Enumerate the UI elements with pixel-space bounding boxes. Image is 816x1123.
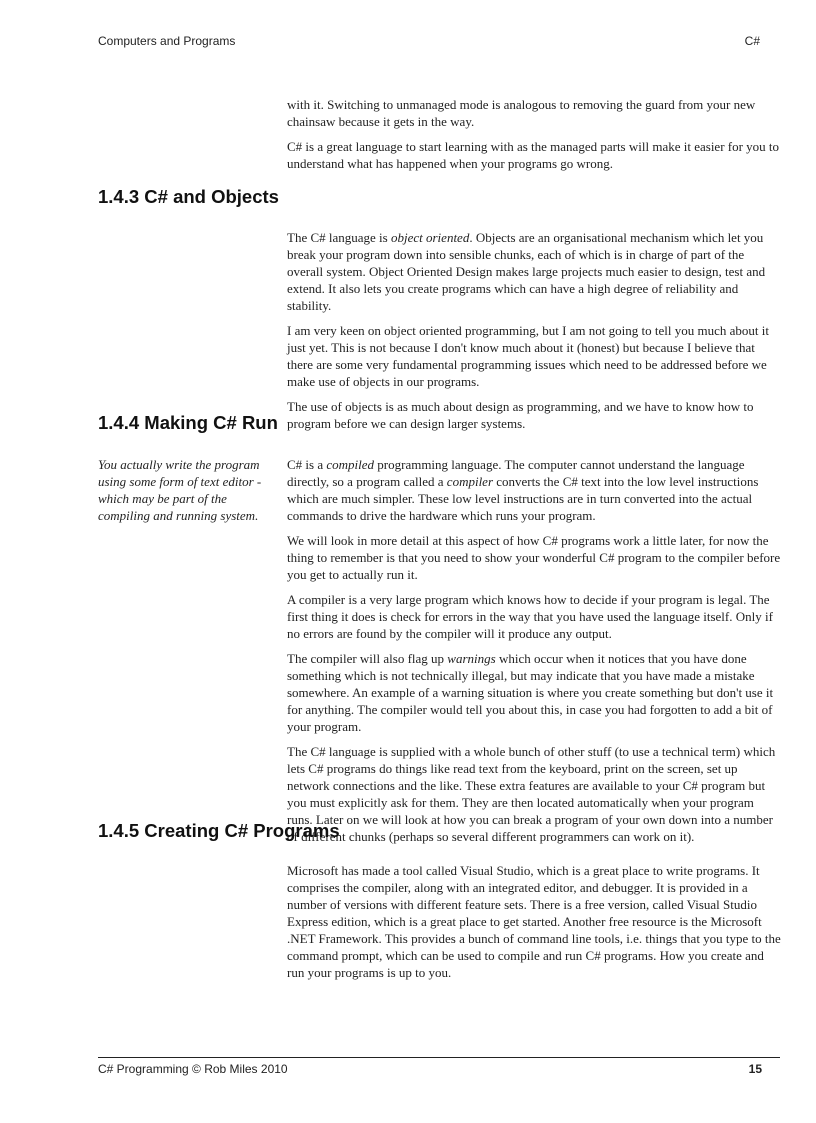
section-1-4-4-text [287,456,781,853]
footer-divider [98,1057,780,1058]
paragraph: The use of objects is as much about design as programming, and we have to know how to program before we can design larger systems. [287,399,754,431]
paragraph: The compiler will also flag up warnings which occur when it notices that you have done something which is not technically illegal, but may indicate that you have made a mistake somewhere. An example of a warning situation is where you create something but don't use it for anything. The compiler would tell you about this, in case you had forgotten to add a bit of your program. [287,651,774,734]
section-heading-1-4-4: 1.4.4 Making C# Run [98,412,278,433]
paragraph: I am very keen on object oriented programming, but I am not going to tell you much about it just yet. This is not because I don't know much about it (honest) but because I believe that there are some very fundamental programming issues which need to be addressed before we make use of objects in our programs. [287,323,769,389]
emphasis-term: object oriented [390,230,470,245]
paragraph: C# is a compiled programming language. The computer cannot understand the language directly, so a program called a compiler converts the C# text into the low level instructions which are much simpler. These low level instructions are in turn converted into the actual commands to drive the hardware which runs your program. [287,457,759,523]
paragraph: The C# language is supplied with a whole bunch of other stuff (to use a technical term) which lets C# programs do things like read text from the keyboard, print on the screen, set up network connections and the like. These extra features are available to your C# program but you must explicitly ask for them. They are then located automatically when your program runs. Later on we will look at how you can break a program of your own down into a number of different chunks (perhaps so several different programmers can work on it). [287,744,776,844]
paragraph: The C# language is object oriented. Objects are an organisational mechanism which let you break your program down into sensible chunks, each of which is in charge of part of the overall system. Object Oriented Design makes large projects much easier to design, test and extend. It also lets you create programs which can have a high degree of reliability and stability. [287,230,766,313]
section-1-4-3-text [287,229,781,440]
margin-note: You actually write the program using some form of text editor - which may be part of the compiling and running system. [98,457,262,523]
intro-text [287,96,781,180]
footer-copyright: C# Programming © Rob Miles 2010 [98,1062,288,1076]
section-1-4-5-text [287,862,781,989]
paragraph: We will look in more detail at this aspect of how C# programs work a little later, for now the thing to remember is that you need to show your wonderful C# program to the compiler before you get to actually run it. [287,533,781,582]
paragraph: A compiler is a very large program which knows how to decide if your program is legal. The first thing it does is check for errors in the way that you have used the language itself. Only if no errors are found by the compiler will it produce any output. [287,592,773,641]
page-number: 15 [748,1062,762,1076]
emphasis-term: warnings [447,651,496,666]
paragraph: with it. Switching to unmanaged mode is analogous to removing the guard from your new chainsaw because it gets in the way. [287,97,756,129]
section-heading-1-4-3: 1.4.3 C# and Objects [98,186,279,207]
emphasis-term: compiler [446,474,494,489]
running-header-book: C# [744,34,760,48]
paragraph: Microsoft has made a tool called Visual Studio, which is a great place to write programs. It comprises the compiler, along with an integrated editor, and debugger. It is provided in a number of versions with different feature sets. There is a free version, called Visual Studio Express edition, which is a great place to get started. Another free resource is the Microsoft .NET Framework. This provides a bunch of command line tools, i.e. things that you type to the command prompt, which can be used to compile and run C# programs. How you create and run your programs is up to you. [287,863,781,980]
section-heading-1-4-5: 1.4.5 Creating C# Programs [98,820,340,841]
running-header-chapter: Computers and Programs [98,34,236,48]
emphasis-term: compiled [326,457,375,472]
paragraph: C# is a great language to start learning with as the managed parts will make it easier for you to understand what has happened when your programs go wrong. [287,139,780,171]
